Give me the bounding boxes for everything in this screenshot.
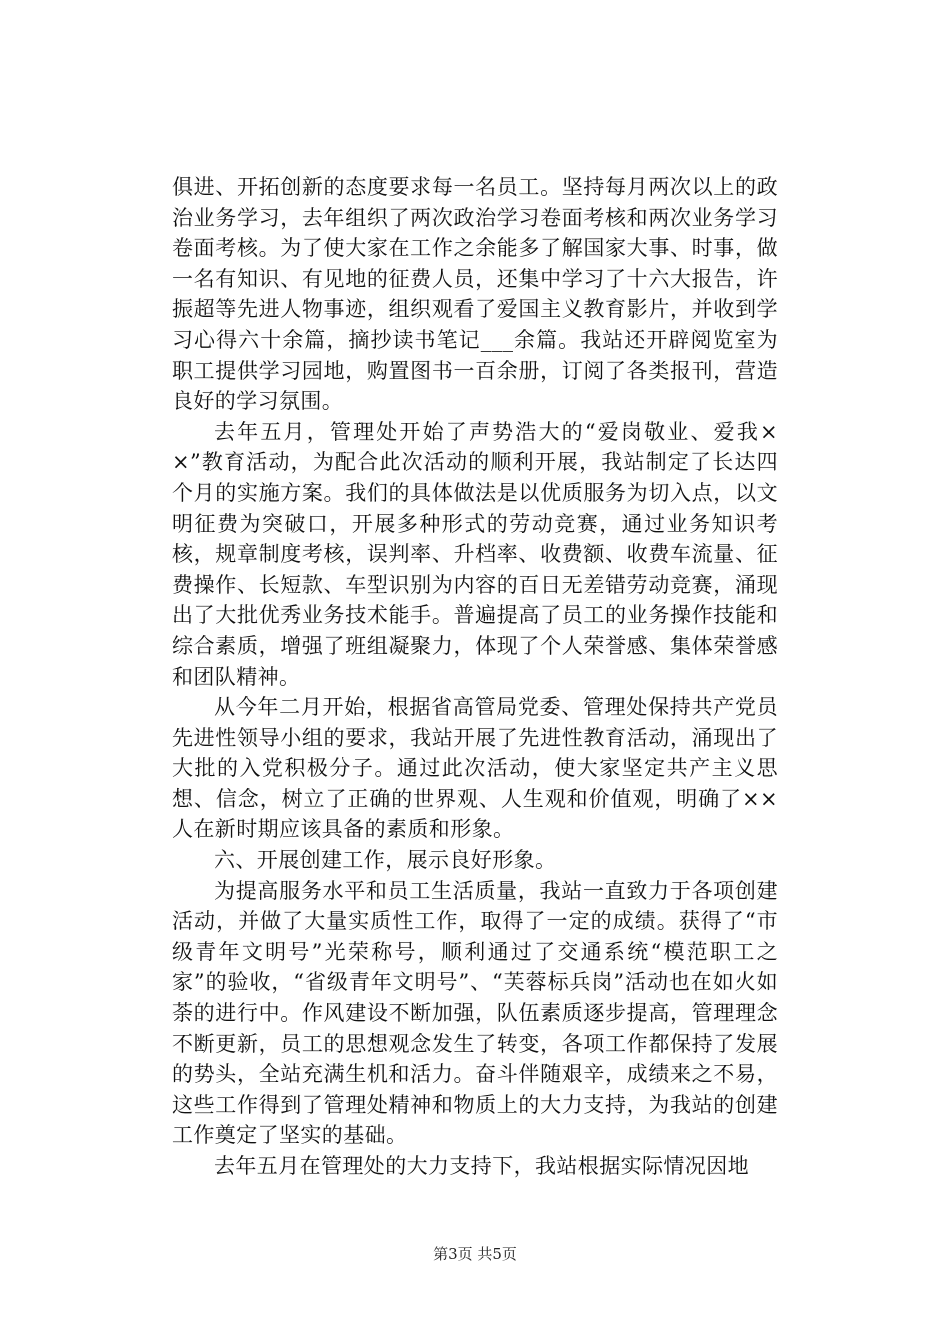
paragraph-last-year-may: 去年五月在管理处的大力支持下，我站根据实际情况因地 [214, 1154, 749, 1178]
paragraph-education-campaign: 去年五月，管理处开始了声势浩大的“爱岗敬业、爱我××”教育活动，为配合此次活动的顺利开展，我站制定了长达四个月的实施方案。我们的具体做法是以优质服务为切入点，以文明征费为突破口，开展多种形式的劳动竞赛，通过业务知识考核，规章制度考核，误判率、升档率、收费额、收费车流量、征费操作、长短款、车型识别为内容的百日无差错劳动竞赛，涌现出了大批优秀业务技术能手。普遍提高了员工的业务操作技能和综合素质，增强了班组凝聚力，体现了个人荣誉感、集体荣誉感和团队精神。 [172, 419, 778, 689]
document-body [172, 172, 778, 1182]
page-footer: 第3页 共5页 [433, 1245, 517, 1263]
paragraph-advanced-education: 从今年二月开始，根据省高管局党委、管理处保持共产党员先进性领导小组的要求，我站开展了先进性教育活动，涌现出了大批的入党积极分子。通过此次活动，使大家坚定共产主义思想、信念，树立了正确的世界观、人生观和价值观，明确了××人在新时期应该具备的素质和形象。 [172, 695, 778, 842]
paragraph-continued: 俱进、开拓创新的态度要求每一名员工。坚持每月两次以上的政治业务学习，去年组织了两次政治学习卷面考核和两次业务学习卷面考核。为了使大家在工作之余能多了解国家大事、时事，做一名有知识、有见地的征费人员，还集中学习了十六大报告，许振超等先进人物事迹，组织观看了爱国主义教育影片，并收到学习心得六十余篇，摘抄读书笔记___余篇。我站还开辟阅览室为职工提供学习园地，购置图书一百余册，订阅了各类报刊，营造良好的学习氛围。 [172, 175, 778, 414]
paragraph-creation-work: 为提高服务水平和员工生活质量，我站一直致力于各项创建活动，并做了大量实质性工作，取得了一定的成绩。获得了“市级青年文明号”光荣称号，顺利通过了交通系统“模范职工之家”的验收，“省级青年文明号”、“芙蓉标兵岗”活动也在如火如荼的进行中。作风建设不断加强，队伍素质逐步提高，管理理念不断更新，员工的思想观念发生了转变，各项工作都保持了发展的势头，全站充满生机和活力。奋斗伴随艰辛，成绩来之不易，这些工作得到了管理处精神和物质上的大力支持，为我站的创建工作奠定了坚实的基础。 [172, 878, 778, 1148]
section-heading-six: 六、开展创建工作，展示良好形象。 [214, 848, 557, 873]
